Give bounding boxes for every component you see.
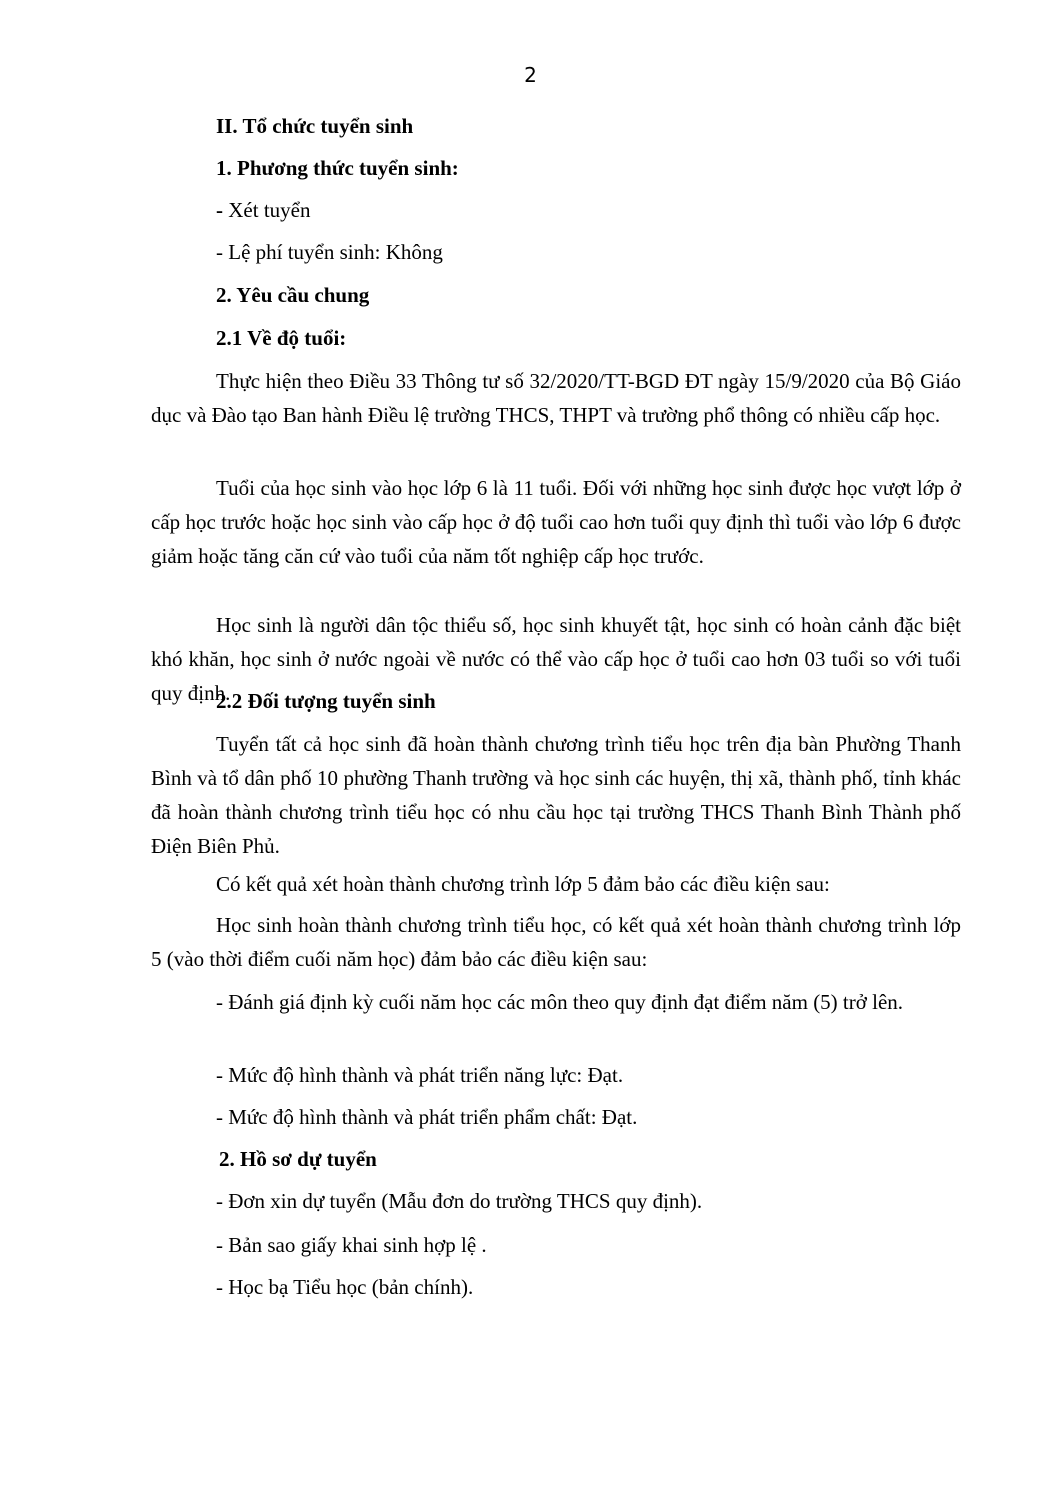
section2-title: 2. Yêu cầu chung	[216, 283, 370, 307]
paragraph-target-students: Tuyển tất cả học sinh đã hoàn thành chương trình tiểu học trên địa bàn Phường Thanh Bình và tổ dân phố 10 phường Thanh trường và học sinh các huyện, thị xã, thành phố, tỉnh khác đã hoàn thành chương trình tiểu học có nhu cầu học tại trường THCS Thanh Bình Thành phố Điện Biên Phủ.	[151, 732, 961, 858]
paragraph-competence-condition: - Mức độ hình thành và phát triển năng lực: Đạt.	[216, 1063, 624, 1087]
paragraph-age-regulation: Thực hiện theo Điều 33 Thông tư số 32/2020/TT-BGD ĐT ngày 15/9/2020 của Bộ Giáo dục và Đào tạo Ban hành Điều lệ trường THCS, THPT và trường phổ thông có nhiều cấp học.	[151, 369, 961, 427]
section2-sub2-title: 2.2 Đối tượng tuyển sinh	[216, 689, 436, 713]
section1-item2: - Lệ phí tuyển sinh: Không	[216, 240, 443, 264]
heading-main: II. Tổ chức tuyển sinh	[216, 114, 414, 138]
paragraph-quality-condition: - Mức độ hình thành và phát triển phẩm chất: Đạt.	[216, 1105, 638, 1129]
document-item-school-record: - Học bạ Tiểu học (bản chính).	[216, 1275, 474, 1299]
section3-title: 2. Hồ sơ dự tuyển	[219, 1147, 377, 1171]
section2-sub1-title: 2.1 Về độ tuổi:	[216, 326, 347, 350]
document-item-application-form: - Đơn xin dự tuyển (Mẫu đơn do trường THCS quy định).	[216, 1189, 703, 1213]
paragraph-age-grade6: Tuổi của học sinh vào học lớp 6 là 11 tuổi. Đối với những học sinh được học vượt lớp ở cấp học trước hoặc học sinh vào cấp học ở độ tuổi cao hơn tuổi quy định thì tuổi vào lớp 6 được giảm hoặc tăng căn cứ vào tuổi của năm tốt nghiệp cấp học trước.	[151, 476, 961, 568]
section1-item1-text: Xét tuyển	[223, 198, 311, 222]
page-number: 2	[524, 63, 537, 87]
paragraph-conditions-intro: Có kết quả xét hoàn thành chương trình lớp 5 đảm bảo các điều kiện sau:	[216, 872, 830, 896]
section1-title: 1. Phương thức tuyển sinh:	[216, 156, 459, 180]
section1-item1	[216, 196, 310, 224]
document-item-birth-certificate: - Bản sao giấy khai sinh hợp lệ .	[216, 1233, 487, 1257]
paragraph-completion-conditions: Học sinh hoàn thành chương trình tiểu học, có kết quả xét hoàn thành chương trình lớp 5 (vào thời điểm cuối năm học) đảm bảo các điều kiện sau:	[151, 913, 961, 971]
paragraph-age-exceptions: Học sinh là người dân tộc thiểu số, học sinh khuyết tật, học sinh có hoàn cảnh đặc biệt khó khăn, học sinh ở nước ngoài về nước có thể vào cấp học ở tuổi cao hơn 03 tuổi so với tuổi quy định.	[151, 613, 961, 705]
paragraph-score-condition: - Đánh giá định kỳ cuối năm học các môn theo quy định đạt điểm năm (5) trở lên.	[216, 990, 904, 1014]
bullet-dash: -	[216, 198, 223, 222]
